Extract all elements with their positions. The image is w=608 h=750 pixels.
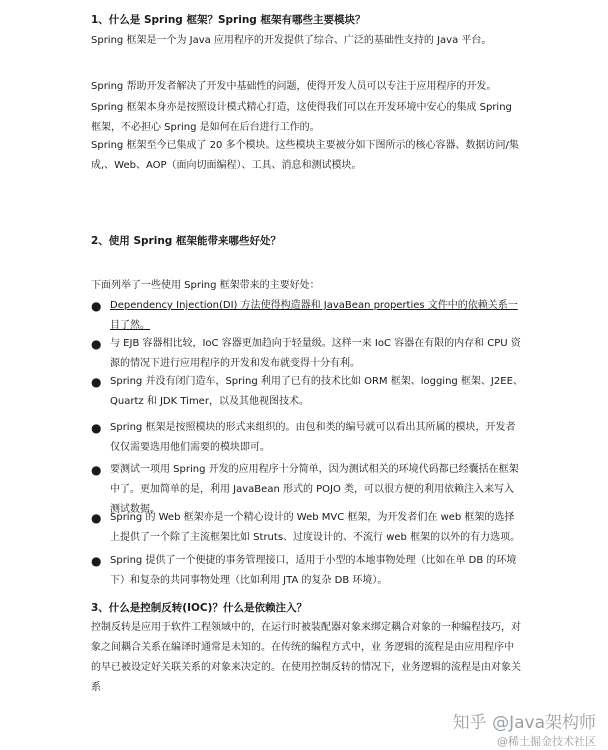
watermark — [400, 708, 600, 750]
section-2-intro: 下面列举了一些使用 Spring 框架带来的主要好处： — [91, 280, 320, 291]
bullet-icon: ● — [91, 421, 102, 435]
bullet-icon: ● — [91, 337, 102, 351]
benefit-list-item — [91, 508, 523, 548]
section-1-paragraph: Spring 帮助开发者解决了开发中基础性的问题，使得开发人员可以专注于应用程序的开发。 — [91, 81, 497, 92]
section-1-paragraph: Spring 框架是一个为 Java 应用程序的开发提供了综合、广泛的基础性支持的 Java 平台。 — [91, 35, 492, 46]
bullet-icon: ● — [91, 375, 102, 389]
watermark-zhihu-text: 知乎 @Java架构师 — [452, 713, 596, 733]
section-2-heading: 2、使用 Spring 框架能带来哪些好处？ — [91, 235, 281, 247]
benefit-text: Dependency Injection(DI) 方法使得构造器和 JavaBean properties 文件中的依赖关系一目了然。 — [110, 300, 518, 331]
benefit-list-item — [91, 334, 523, 374]
benefit-text: Spring 并没有闭门造车，Spring 利用了已有的技术比如 ORM 框架、logging 框架、J2EE、Quartz 和 JDK Timer，以及其他视图技术。 — [110, 376, 523, 407]
benefit-text: 与 EJB 容器相比较，IoC 容器更加趋向于轻量级。这样一来 IoC 容器在有限的内存和 CPU 资源的情况下进行应用程序的开发和发布就变得十分有利。 — [110, 338, 521, 369]
bullet-icon: ● — [91, 511, 102, 525]
section-3-paragraph: 控制反转是应用于软件工程领域中的，在运行时被装配器对象来绑定耦合对象的一种编程技巧，对象之间耦合关系在编译时通常是未知的。在传统的编程方式中，业 务逻辑的流程是由应用程序中的早已被设定好关联关系的对象来决定的。在使用控制反转的情况下，业务逻辑的流程是由对象关系 — [91, 622, 521, 693]
bullet-icon: ● — [91, 299, 102, 313]
benefit-text: Spring 框架是按照模块的形式来组织的。由包和类的编号就可以看出其所属的模块，开发者仅仅需要选用他们需要的模块即可。 — [110, 422, 516, 453]
benefit-list-item — [91, 418, 523, 458]
benefit-text: 要测试一项用 Spring 开发的应用程序十分简单，因为测试相关的环境代码都已经囊括在框架中了。更加简单的是，利用 JavaBean 形式的 POJO 类，可以很方便的利用依赖注入来写入测试数据。 — [110, 464, 519, 515]
section-3-heading: 3、什么是控制反转(IOC)？什么是依赖注入？ — [91, 602, 307, 614]
section-1-paragraph: Spring 框架至今已集成了 20 多个模块。这些模块主要被分如下图所示的核心容器、数据访问/集成,、Web、AOP（面向切面编程）、工具、消息和测试模块。 — [91, 140, 519, 171]
watermark-juejin-text: @稀土掘金技术社区 — [497, 735, 596, 748]
bullet-icon: ● — [91, 554, 102, 568]
benefit-list-item — [91, 296, 523, 336]
benefit-list-item — [91, 551, 523, 591]
benefit-text: Spring 提供了一个便捷的事务管理接口，适用于小型的本地事物处理（比如在单 DB 的环境下）和复杂的共同事物处理（比如利用 JTA 的复杂 DB 环境）。 — [110, 555, 517, 586]
bullet-icon: ● — [91, 463, 102, 477]
section-1-heading: 1、什么是 Spring 框架？Spring 框架有哪些主要模块？ — [91, 14, 366, 26]
benefit-list-item — [91, 372, 523, 412]
benefit-text: Spring 的 Web 框架亦是一个精心设计的 Web MVC 框架，为开发者们在 web 框架的选择上提供了一个除了主流框架比如 Struts、过度设计的、不流行 web 框架的以外的有力选项。 — [110, 512, 521, 543]
section-1-paragraph: Spring 框架本身亦是按照设计模式精心打造，这使得我们可以在开发环境中安心的集成 Spring 框架，不必担心 Spring 是如何在后台进行工作的。 — [91, 102, 512, 133]
